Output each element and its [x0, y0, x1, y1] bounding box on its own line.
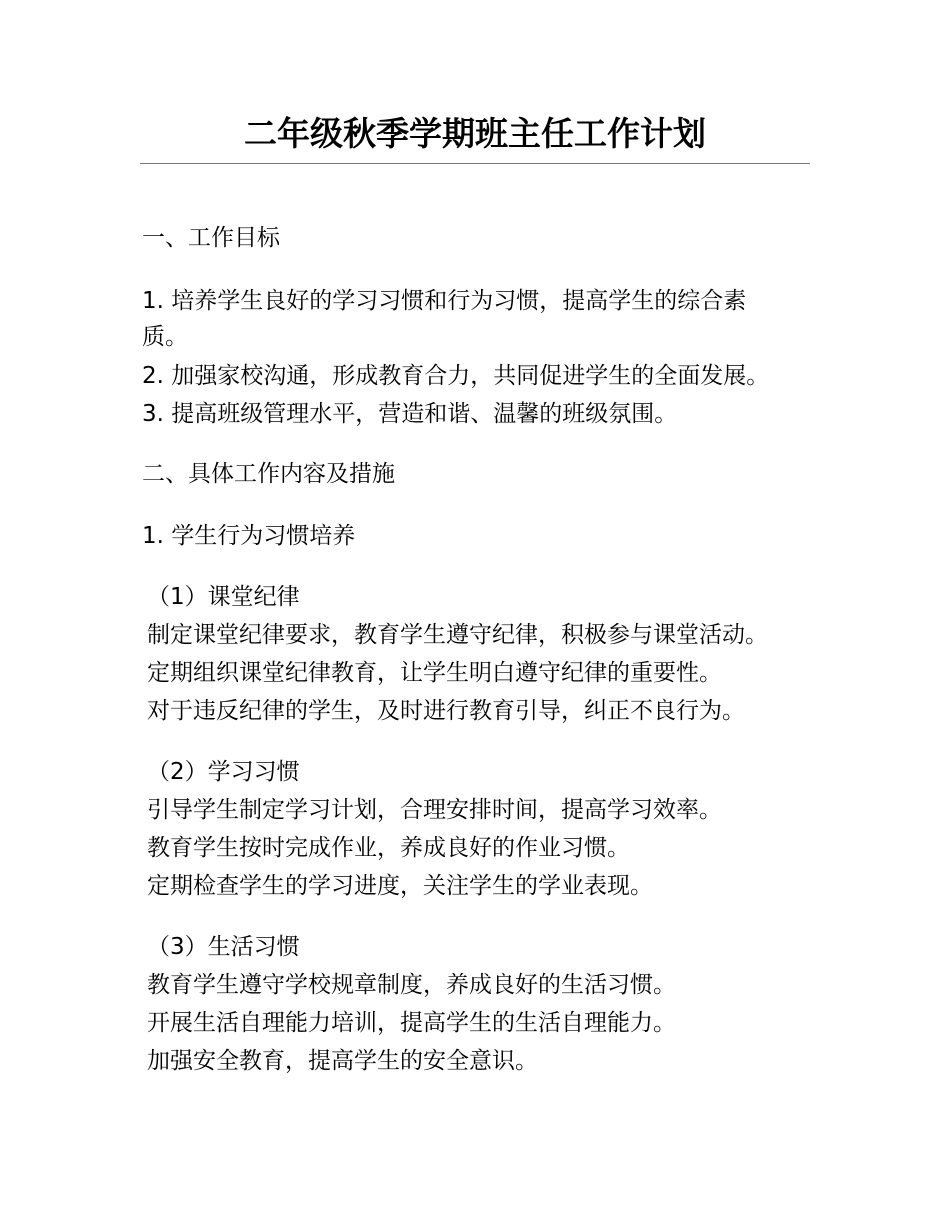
classroom-line-2: 定期组织课堂纪律教育，让学生明白遵守纪律的重要性。 [147, 660, 722, 686]
section-heading-measures: 二、具体工作内容及措施 [142, 461, 395, 487]
goal-item-1: 1. 培养学生良好的学习习惯和行为习惯，提高学生的综合素 [142, 288, 747, 314]
part-heading-study: （2）学习习惯 [147, 759, 300, 785]
title-underline [140, 163, 810, 164]
goal-item-1-continued: 质。 [142, 324, 188, 350]
life-line-3: 加强安全教育，提高学生的安全意识。 [147, 1048, 538, 1074]
goal-item-3: 3. 提高班级管理水平，营造和谐、温馨的班级氛围。 [142, 401, 678, 427]
classroom-line-1: 制定课堂纪律要求，教育学生遵守纪律，积极参与课堂活动。 [147, 622, 768, 648]
study-line-3: 定期检查学生的学习进度，关注学生的学业表现。 [147, 873, 653, 899]
goal-item-2: 2. 加强家校沟通，形成教育合力，共同促进学生的全面发展。 [142, 363, 770, 389]
life-line-1: 教育学生遵守学校规章制度，养成良好的生活习惯。 [147, 972, 676, 998]
section-heading-goals: 一、工作目标 [142, 225, 280, 251]
part-heading-classroom: （1）课堂纪律 [147, 584, 300, 610]
study-line-1: 引导学生制定学习计划，合理安排时间，提高学习效率。 [147, 797, 722, 823]
classroom-line-3: 对于违反纪律的学生，及时进行教育引导，纠正不良行为。 [147, 698, 745, 724]
part-heading-life: （3）生活习惯 [147, 934, 300, 960]
life-line-2: 开展生活自理能力培训，提高学生的生活自理能力。 [147, 1010, 676, 1036]
subsection-heading-habits: 1. 学生行为习惯培养 [142, 523, 356, 549]
document-title: 二年级秋季学期班主任工作计划 [244, 114, 706, 153]
study-line-2: 教育学生按时完成作业，养成良好的作业习惯。 [147, 835, 630, 861]
